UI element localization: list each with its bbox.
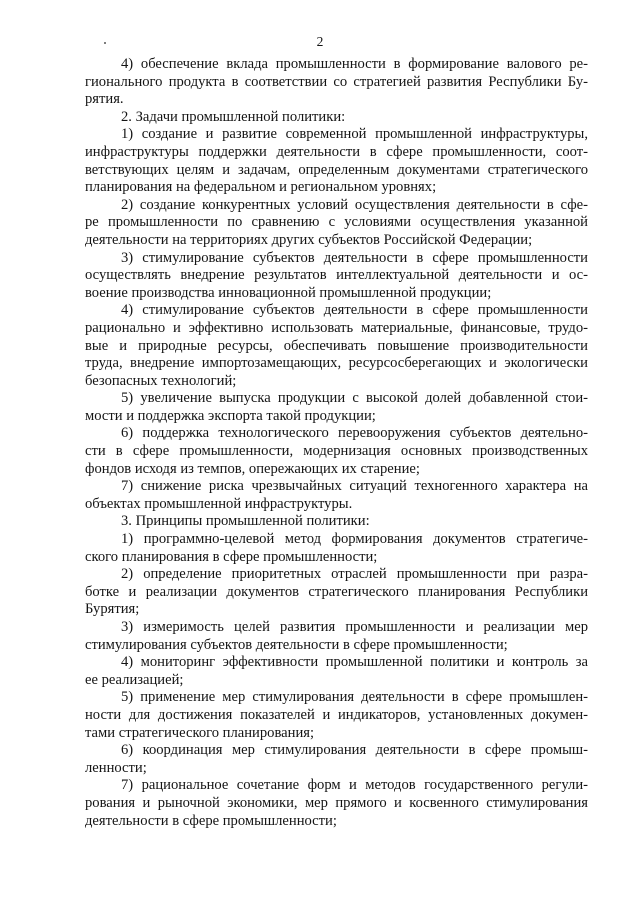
text-line: 4) обеспечение вклада промышленности в формирование валового ре-: [121, 56, 588, 72]
text-line: ботке и реализации документов стратегического планирования Республики: [85, 583, 588, 600]
text-line: ности для достижения показателей и индикаторов, установленных докумен-: [85, 706, 588, 723]
text-line: гионального продукта в соответствии со стратегией развития Республики Бу-: [85, 73, 588, 90]
paragraph: [85, 689, 588, 742]
text-line: воение производства инновационной промышленной продукции;: [85, 284, 492, 301]
text-line: сти в сфере промышленности, модернизация основных производственных: [85, 443, 588, 460]
text-line: деятельности в сфере промышленности;: [85, 812, 337, 829]
text-line: 2) создание конкурентных условий осуществления деятельности в сфе-: [121, 196, 588, 213]
paragraph: [85, 425, 588, 478]
paragraph: [85, 197, 588, 250]
scan-artifact-dot: [104, 42, 106, 44]
text-line: 1) программно-целевой метод формирования документов стратегиче-: [121, 531, 588, 548]
text-line: 4) стимулирование субъектов деятельности в сфере промышленности: [121, 302, 588, 319]
paragraph: [85, 390, 588, 425]
paragraph: [85, 478, 588, 513]
text-line: 5) применение мер стимулирования деятельности в сфере промышлен-: [121, 689, 588, 706]
paragraph: [85, 302, 588, 390]
document-body: [85, 56, 588, 830]
text-line: рационально и эффективно использовать материальные, финансовые, трудо-: [85, 319, 588, 336]
paragraph: [85, 654, 588, 689]
text-line: тами стратегического планирования;: [85, 724, 315, 741]
text-line: осуществлять внедрение результатов интеллектуальной деятельности и ос-: [85, 267, 588, 284]
text-line: 3) стимулирование субъектов деятельности в сфере промышленности: [121, 249, 588, 266]
text-line: ветствующих целям и задачам, определенным документами стратегического: [85, 161, 588, 178]
text-line: 2. Задачи промышленной политики:: [121, 108, 346, 125]
text-line: рования и рыночной экономики, мер прямого и косвенного стимулирования: [85, 794, 588, 811]
text-line: рятия.: [85, 91, 124, 108]
paragraph: [85, 566, 588, 619]
paragraph: [85, 531, 588, 566]
text-line: 2) определение приоритетных отраслей промышленности при разра-: [121, 566, 588, 583]
text-line: стимулирования субъектов деятельности в сфере промышленности;: [85, 636, 508, 653]
text-line: мости и поддержка экспорта такой продукции;: [85, 407, 376, 424]
paragraph: [85, 777, 588, 830]
text-line: фондов исходя из темпов, опережающих их старение;: [85, 460, 420, 477]
text-line: инфраструктуры поддержки деятельности в сфере промышленности, соот-: [85, 143, 588, 160]
text-line: ленности;: [85, 759, 147, 776]
text-line: планирования на федеральном и региональном уровнях;: [85, 179, 437, 196]
paragraph: [85, 109, 588, 127]
paragraph: [85, 619, 588, 654]
text-line: 7) рациональное сочетание форм и методов государственного регули-: [121, 777, 588, 794]
text-line: 1) создание и развитие современной промышленной инфраструктуры,: [121, 126, 588, 143]
text-line: 3) измеримость целей развития промышленности и реализации мер: [121, 619, 588, 635]
text-line: ского планирования в сфере промышленности;: [85, 548, 378, 565]
text-line: Бурятия;: [85, 601, 140, 618]
text-line: 5) увеличение выпуска продукции с высокой долей добавленной стои-: [121, 390, 588, 407]
text-line: 6) координация мер стимулирования деятельности в сфере промыш-: [121, 742, 588, 759]
text-line: безопасных технологий;: [85, 372, 237, 389]
paragraph: [85, 742, 588, 777]
text-line: 4) мониторинг эффективности промышленной политики и контроль за: [121, 654, 588, 671]
text-line: объектах промышленной инфраструктуры.: [85, 495, 353, 512]
text-line: 6) поддержка технологического перевооружения субъектов деятельно-: [121, 425, 588, 442]
text-line: ре промышленности по сравнению с условиями осуществления указанной: [85, 214, 588, 231]
text-line: 3. Принципы промышленной политики:: [121, 513, 370, 530]
paragraph: [85, 513, 588, 531]
text-line: труда, внедрение импортозамещающих, ресурсосберегающих и экологически: [85, 355, 588, 372]
paragraph: [85, 56, 588, 109]
text-line: ее реализацией;: [85, 671, 184, 688]
text-line: 7) снижение риска чрезвычайных ситуаций техногенного характера на: [121, 478, 588, 495]
page-number: 2: [316, 34, 324, 49]
text-line: деятельности на территориях других субъектов Российской Федерации;: [85, 231, 533, 248]
paragraph: [85, 126, 588, 196]
paragraph: [85, 250, 588, 303]
text-line: вые и природные ресурсы, обеспечивать повышение производительности: [85, 337, 588, 354]
